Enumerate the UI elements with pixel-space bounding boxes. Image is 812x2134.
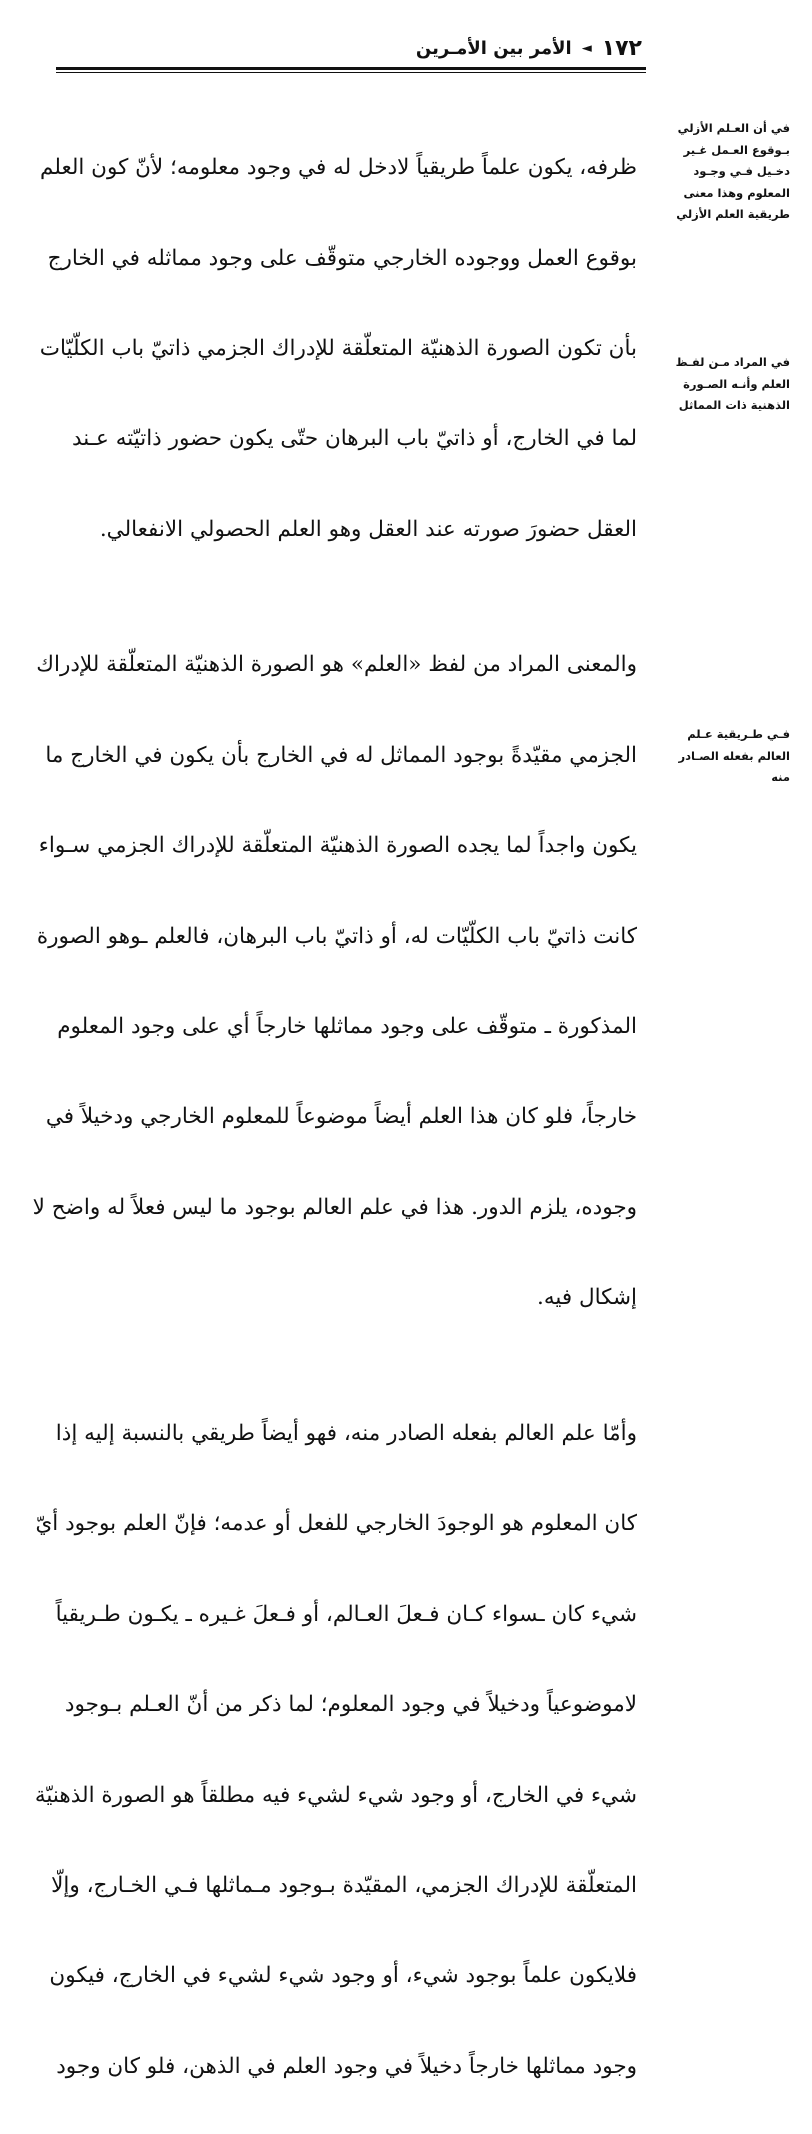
sidenote-line: دخـيل فـي وجـود [693, 164, 790, 178]
text-line: فلايكون علماً بوجود شيء، أو وجود شيء لشيء في الخارج، فيكون [49, 1963, 637, 1989]
sidenote-2 [650, 352, 790, 417]
text-line: ظرفه، يكون علماً طريقياً لادخل له في وجود معلومه؛ لأنّ كون العلم [40, 155, 637, 181]
running-title: الأمر بين الأمـرين [415, 37, 572, 59]
sidenote-line: بـوقوع العـمل غـير [683, 142, 790, 157]
text-line: وأمّا علم العالم بفعله الصادر منه، فهو أيضاً طريقي بالنسبة إليه إذا [55, 1420, 637, 1446]
text-line: يكون واجداً لما يجده الصورة الذهنيّة المتعلّقة للإدراك الجزمي سـواء [38, 833, 637, 859]
sidenote-line: المعلوم وهذا معنى [683, 185, 790, 200]
arrow-icon: ◄ [581, 40, 592, 56]
text-line: خارجاً، فلو كان هذا العلم أيضاً موضوعاً للمعلوم الخارجي ودخيلاً في [45, 1104, 637, 1130]
header-rule-thick [56, 67, 646, 70]
text-line: لما في الخارج، أو ذاتيّ باب البرهان حتّى يكون حضور ذاتيّته عـند [71, 426, 637, 452]
sidenote-3 [650, 724, 790, 789]
page-number: ١٧٢ [601, 35, 642, 61]
paragraph-3 [27, 1366, 637, 2134]
text-line: المذكورة ـ متوقّف على وجود مماثلها خارجاً أي على وجود المعلوم [57, 1014, 637, 1040]
sidenote-line: فـي طـريقية عـلم [687, 727, 790, 741]
text-line: لاموضوعياً ودخيلاً في وجود المعلوم؛ لما ذكر من أنّ العـلم بـوجود [64, 1692, 637, 1718]
sidenote-line: طريقية العلم الأزلي [676, 207, 790, 221]
paragraph-1 [27, 100, 637, 597]
sidenote-1 [650, 118, 790, 226]
text-line: بأن تكون الصورة الذهنيّة المتعلّقة للإدراك الجزمي ذاتيّ باب الكلّيّات [39, 336, 637, 362]
sidenote-line: في أن العـلم الأزلي [677, 121, 790, 135]
text-line: العقل حضورَ صورته عند العقل وهو العلم الحصولي الانفعالي. [99, 516, 637, 542]
main-text [27, 100, 637, 2134]
text-line: كان المعلوم هو الوجودَ الخارجي للفعل أو عدمه؛ فإنّ العلم بوجود أيّ [35, 1511, 637, 1537]
text-line: بوقوع العمل ووجوده الخارجي متوقّف على وجود مماثله في الخارج [47, 245, 637, 271]
text-line: الجزمي مقيّدةً بوجود المماثل له في الخارج بأن يكون في الخارج ما [45, 742, 637, 768]
text-line: شيء كان ـسواء كـان فـعلَ العـالم، أو فـعلَ غـيره ـ يكـون طـريقياً [55, 1601, 637, 1627]
page-header [56, 28, 642, 68]
text-line: المتعلّقة للإدراك الجزمي، المقيّدة بـوجود مـماثلها فـي الخـارج، وإلّا [51, 1872, 637, 1898]
text-line: والمعنى المراد من لفظ «العلم» هو الصورة الذهنيّة المتعلّقة للإدراك [36, 652, 637, 678]
sidenote-line: منه [771, 770, 790, 784]
text-line: وجوده، يلزم الدور. هذا في علم العالم بوجود ما ليس فعلاً له واضح لا [32, 1194, 637, 1220]
text-line: وجود مماثلها خارجاً دخيلاً في وجود العلم في الذهن، فلو كان وجود [56, 2053, 637, 2079]
text-line: كانت ذاتيّ باب الكلّيّات له، أو ذاتيّ باب البرهان، فالعلم ـوهو الصورة [36, 923, 637, 949]
text-line: إشكال فيه. [537, 1285, 637, 1311]
header-rule-thin [56, 72, 646, 73]
sidenote-line: في المراد مـن لفـظ [675, 355, 790, 369]
paragraph-2 [27, 597, 637, 1365]
sidenote-line: الذهنية ذات المماثل [678, 398, 790, 412]
sidenote-line: العالم بفعله الصـادر [678, 748, 790, 763]
sidenote-line: العلم وأنـه الصـورة [683, 376, 790, 391]
text-line: شيء في الخارج، أو وجود شيء لشيء فيه مطلقاً هو الصورة الذهنيّة [34, 1782, 637, 1808]
